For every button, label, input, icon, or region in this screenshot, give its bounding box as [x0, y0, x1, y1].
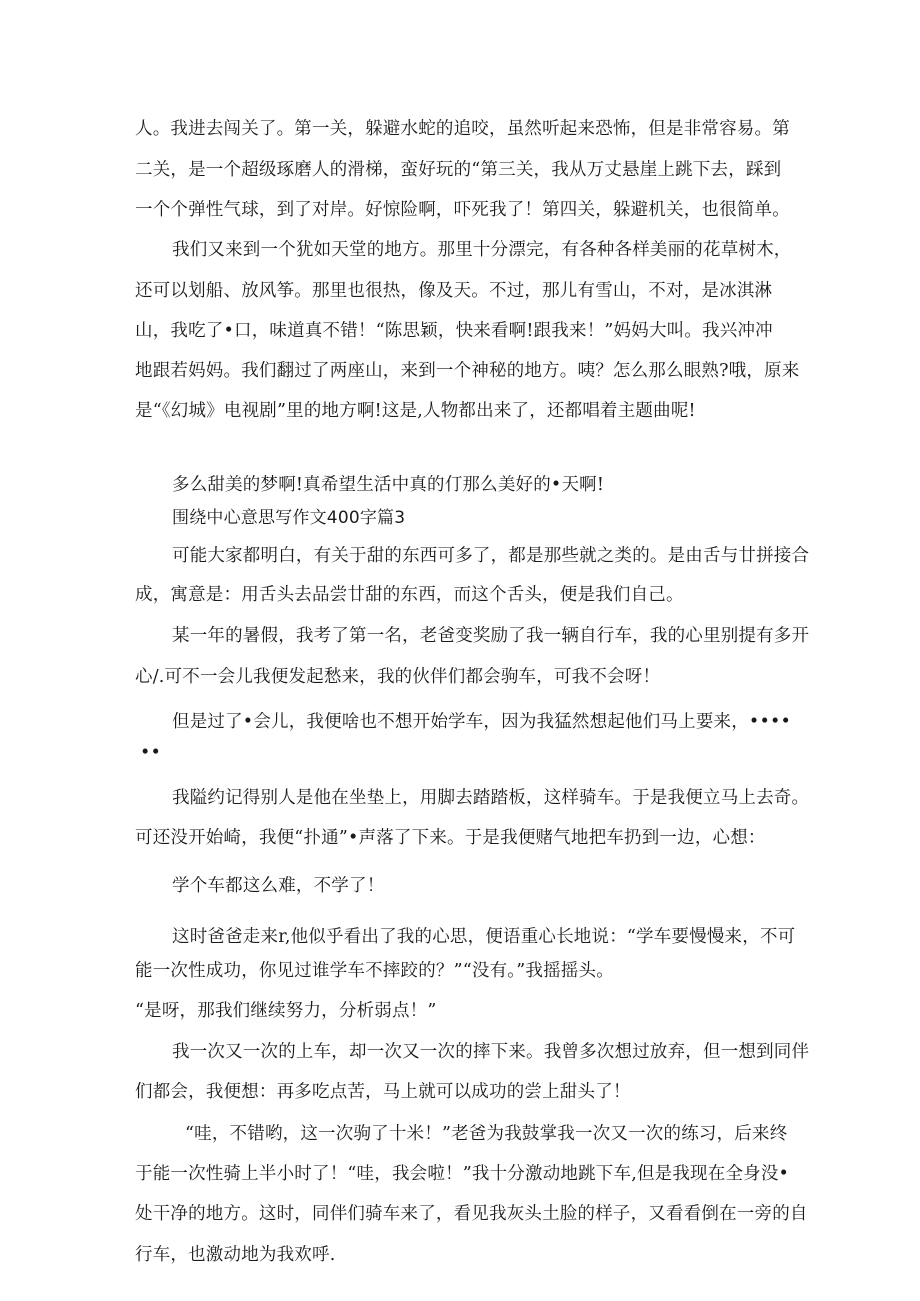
paragraph-line: 行车，也激动地为我欢呼. — [135, 1245, 336, 1265]
paragraph-line: 们都会，我便想：再多吃点苦，马上就可以成功的尝上甜头了！ — [135, 1082, 631, 1102]
paragraph-line: 地跟若妈妈。我们翻过了两座山，来到一个神秘的地方。咦？怎么那么眼熟?哦，原来 — [135, 361, 800, 381]
paragraph-line: 这时爸爸走来r,他似乎看出了我的心思，便语重心长地说：“学车要慢慢来，不可 — [172, 927, 796, 947]
paragraph-line: 是“《幻城》电视剧”里的地方啊!这是,人物都出来了，还都唱着主题曲呢! — [135, 401, 696, 421]
paragraph-line: 可还没开始崎，我便“扑通”•声落了下来。于是我便赌气地把车扔到一边，心想： — [135, 828, 766, 848]
paragraph-line: 能一次性成功，你见过谁学车不摔跤的？”“没有。”我摇摇头。 — [135, 961, 614, 981]
paragraph-line: 可能大家都明白，有关于甜的东西可多了，都是那些就之类的。是由舌与廿拼接合 — [172, 546, 810, 566]
paragraph-line: “哇，不错哟，这一次驹了十米！”老爸为我鼓掌我一次又一次的练习，后来终 — [185, 1124, 788, 1144]
paragraph-line: 我一次又一次的上车，却一次又一次的摔下来。我曾多次想过放弃，但一想到同伴 — [172, 1042, 810, 1062]
section-heading: 围绕中心意思写作文400字篇3 — [172, 508, 406, 528]
paragraph-line: 处干净的地方。这时，同伴们骑车来了，看见我灰头土脸的样子，又看看倒在一旁的自 — [135, 1204, 808, 1224]
paragraph-line: 成，寓意是：用舌头去品尝廿甜的东西，而这个舌头，便是我们自己。 — [135, 585, 684, 605]
paragraph-line: 于能一次性骑上半小时了！“哇，我会啦！”我十分激动地跳下车,但是我现在全身没• — [135, 1164, 790, 1184]
paragraph-line: 山，我吃了•口，味道真不错！“陈思颖，快来看啊!跟我来！”妈妈大叫。我兴冲冲 — [135, 321, 773, 341]
paragraph-line: 二关，是一个超级琢磨人的滑梯，蛮好玩的“第三关，我从万丈悬崖上跳下去，踩到 — [135, 160, 782, 180]
paragraph-line: 我隘约记得别人是他在坐垫上，用脚去踏踏板，这样骑车。于是我便立马上去奇。 — [172, 788, 810, 808]
paragraph-line: 但是过了•会儿，我便啥也不想开始学车，因为我猛然想起他们马上要来，•••• — [172, 712, 792, 732]
paragraph-line: 学个车都这么难，不学了！ — [172, 876, 385, 896]
paragraph-line: 一个个弹性气球，到了对岸。好惊险啊，吓死我了！第四关，躲避机关，也很简单。 — [135, 200, 790, 220]
paragraph-line: 心/.可不一会儿我便发起愁来，我的伙伴们都会驹车，可我不会呀！ — [135, 667, 661, 687]
paragraph-line: 某一年的暑假，我考了第一名，老爸变奖励了我一辆自行车，我的心里别提有多开 — [172, 626, 810, 646]
paragraph-line: 多么甜美的梦啊!真希望生活中真的仃那么美好的•天啊! — [172, 475, 605, 495]
paragraph-line: •• — [140, 743, 162, 763]
paragraph-line: “是呀，那我们继续努力，分析弱点！” — [135, 1001, 437, 1021]
paragraph-line: 还可以划船、放风筝。那里也很热，像及天。不过，那儿有雪山，不对，是冰淇淋 — [135, 281, 773, 301]
paragraph-line: 人。我进去闯关了。第一关，躲避水蛇的追咬，虽然听起来恐怖，但是非常容易。第 — [135, 119, 790, 139]
paragraph-line: 我们又来到一个犹如天堂的地方。那里十分漂完，有各种各样美丽的花草树木， — [172, 240, 792, 260]
